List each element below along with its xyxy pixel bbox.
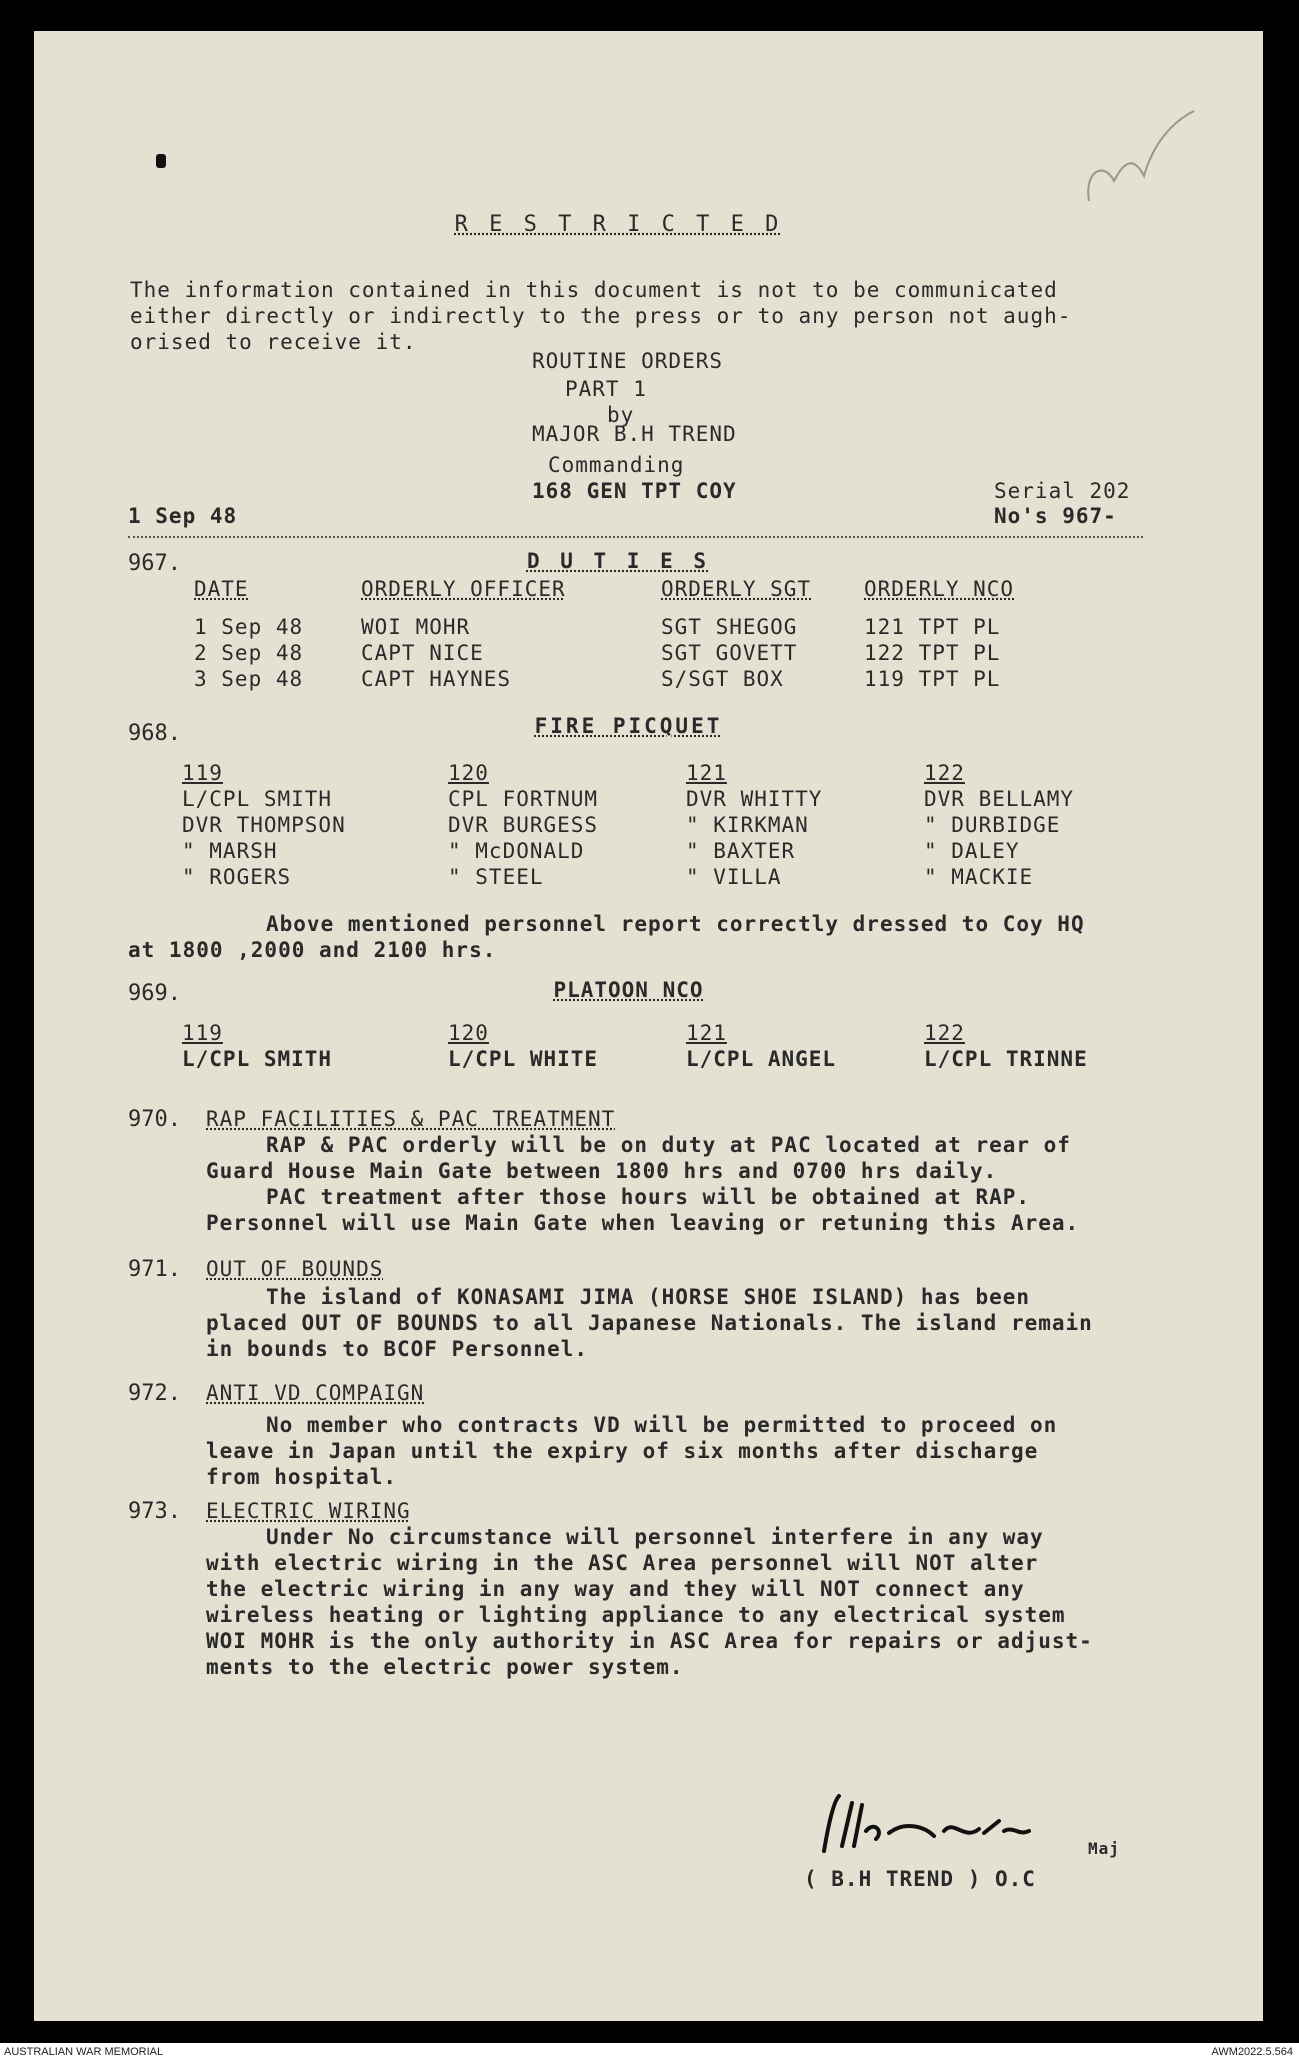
vd-line-2: leave in Japan until the expiry of six months after discharge <box>206 1439 1039 1463</box>
duty-row-officer: CAPT HAYNES <box>361 667 512 691</box>
wiring-line-1: Under No circumstance will personnel interfere in any way <box>266 1525 1044 1549</box>
bounds-line-2: placed OUT OF BOUNDS to all Japanese Nationals. The island remain <box>206 1311 1093 1335</box>
bounds-line-1: The island of KONASAMI JIMA (HORSE SHOE ISLAND) has been <box>266 1285 1031 1309</box>
duties-heading: D U T I E S <box>526 549 711 573</box>
picquet-name: DVR BELLAMY <box>924 787 1075 811</box>
picquet-name: DVR BURGESS <box>448 813 599 837</box>
duty-row-officer: CAPT NICE <box>361 641 484 665</box>
part-label: PART 1 <box>565 377 647 401</box>
picquet-name: DVR THOMPSON <box>182 813 346 837</box>
document-page <box>34 31 1263 2021</box>
archive-footer <box>0 2043 1299 2061</box>
pencil-annotation <box>1074 101 1224 221</box>
picquet-name: L/CPL SMITH <box>182 787 333 811</box>
picquet-name: " VILLA <box>686 865 782 889</box>
picquet-name: " STEEL <box>448 865 544 889</box>
duty-row-officer: WOI MOHR <box>361 615 471 639</box>
unit-name: 168 GEN TPT COY <box>532 479 737 503</box>
item-number-971: 971. <box>128 1257 181 1282</box>
officer-name: MAJOR B.H TREND <box>532 422 737 446</box>
footer-institution: AUSTRALIAN WAR MEMORIAL <box>4 2046 164 2058</box>
platoon-122: 122 <box>924 761 965 785</box>
routine-orders-title: ROUTINE ORDERS <box>532 349 724 373</box>
item-number-969: 969. <box>128 981 181 1006</box>
picquet-name: " MARSH <box>182 839 278 863</box>
duties-header-sgt: ORDERLY SGT <box>661 577 812 601</box>
duty-row-sgt: SGT SHEGOG <box>661 615 798 639</box>
serial-number: Serial 202 <box>994 479 1131 503</box>
punch-mark <box>156 154 166 168</box>
duty-row-date: 2 Sep 48 <box>194 641 304 665</box>
vd-line-1: No member who contracts VD will be permitted to proceed on <box>266 1413 1058 1437</box>
duty-row-nco: 121 TPT PL <box>864 615 1001 639</box>
duty-row-nco: 122 TPT PL <box>864 641 1001 665</box>
wiring-line-4: wireless heating or lighting appliance to any electrical system <box>206 1603 1066 1627</box>
nco-name: L/CPL WHITE <box>448 1047 599 1071</box>
electric-wiring-heading: ELECTRIC WIRING <box>206 1499 411 1523</box>
duty-row-nco: 119 TPT PL <box>864 667 1001 691</box>
platoon-119: 119 <box>182 761 223 785</box>
rap-line-4: Personnel will use Main Gate when leaving or retuning this Area. <box>206 1211 1080 1235</box>
nco-name: L/CPL ANGEL <box>686 1047 837 1071</box>
picquet-name: " McDONALD <box>448 839 585 863</box>
header-divider <box>128 536 1143 538</box>
anti-vd-heading: ANTI VD COMPAIGN <box>206 1381 425 1405</box>
rap-line-2: Guard House Main Gate between 1800 hrs and 0700 hrs daily. <box>206 1159 998 1183</box>
out-of-bounds-heading: OUT OF BOUNDS <box>206 1257 384 1281</box>
nco-name: L/CPL SMITH <box>182 1047 333 1071</box>
signature-rank: Maj <box>1088 1839 1120 1858</box>
nco-platoon-120: 120 <box>448 1021 489 1045</box>
duties-header-officer: ORDERLY OFFICER <box>361 577 566 601</box>
duties-header-date: DATE <box>194 577 249 601</box>
item-number-968: 968. <box>128 721 181 746</box>
duty-row-sgt: SGT GOVETT <box>661 641 798 665</box>
picquet-name: " DURBIDGE <box>924 813 1061 837</box>
picquet-name: DVR WHITTY <box>686 787 823 811</box>
picquet-name: " BAXTER <box>686 839 796 863</box>
item-number-972: 972. <box>128 1381 181 1406</box>
signature-name: ( B.H TREND ) O.C <box>804 1867 1036 1891</box>
handwritten-signature <box>804 1791 1094 1861</box>
picquet-note-2: at 1800 ,2000 and 2100 hrs. <box>128 938 497 962</box>
nco-platoon-121: 121 <box>686 1021 727 1045</box>
order-numbers: No's 967- <box>994 504 1117 528</box>
vd-line-3: from hospital. <box>206 1465 398 1489</box>
picquet-name: " MACKIE <box>924 865 1034 889</box>
commanding-label: Commanding <box>548 453 685 477</box>
restricted-heading: R E S T R I C T E D <box>454 212 783 237</box>
rap-heading: RAP FACILITIES & PAC TREATMENT <box>206 1107 616 1131</box>
picquet-name: " ROGERS <box>182 865 292 889</box>
platoon-120: 120 <box>448 761 489 785</box>
fire-picquet-heading: FIRE PICQUET <box>534 714 723 738</box>
notice-line-1: The information contained in this document is not to be communicated <box>130 278 1058 302</box>
bounds-line-3: in bounds to BCOF Personnel. <box>206 1337 589 1361</box>
duty-row-sgt: S/SGT BOX <box>661 667 784 691</box>
picquet-name: " DALEY <box>924 839 1020 863</box>
footer-reference: AWM2022.5.564 <box>1211 2046 1293 2058</box>
by-label: by <box>607 403 635 427</box>
notice-line-2: either directly or indirectly to the press or to any person not augh- <box>130 304 1072 328</box>
item-number-967: 967. <box>128 551 181 576</box>
platoon-nco-heading: PLATOON NCO <box>553 978 704 1002</box>
picquet-note-1: Above mentioned personnel report correctly dressed to Coy HQ <box>266 912 1085 936</box>
nco-platoon-122: 122 <box>924 1021 965 1045</box>
item-number-973: 973. <box>128 1499 181 1524</box>
duty-row-date: 1 Sep 48 <box>194 615 304 639</box>
order-date: 1 Sep 48 <box>128 504 238 528</box>
duty-row-date: 3 Sep 48 <box>194 667 304 691</box>
wiring-line-6: ments to the electric power system. <box>206 1655 684 1679</box>
item-number-970: 970. <box>128 1107 181 1132</box>
duties-header-nco: ORDERLY NCO <box>864 577 1015 601</box>
rap-line-3: PAC treatment after those hours will be obtained at RAP. <box>266 1185 1031 1209</box>
picquet-name: " KIRKMAN <box>686 813 809 837</box>
wiring-line-2: with electric wiring in the ASC Area personnel will NOT alter <box>206 1551 1039 1575</box>
nco-platoon-119: 119 <box>182 1021 223 1045</box>
wiring-line-3: the electric wiring in any way and they will NOT connect any <box>206 1577 1025 1601</box>
nco-name: L/CPL TRINNE <box>924 1047 1088 1071</box>
rap-line-1: RAP & PAC orderly will be on duty at PAC located at rear of <box>266 1133 1071 1157</box>
notice-line-3: orised to receive it. <box>130 330 417 354</box>
platoon-121: 121 <box>686 761 727 785</box>
wiring-line-5: WOI MOHR is the only authority in ASC Area for repairs or adjust- <box>206 1629 1093 1653</box>
picquet-name: CPL FORTNUM <box>448 787 599 811</box>
